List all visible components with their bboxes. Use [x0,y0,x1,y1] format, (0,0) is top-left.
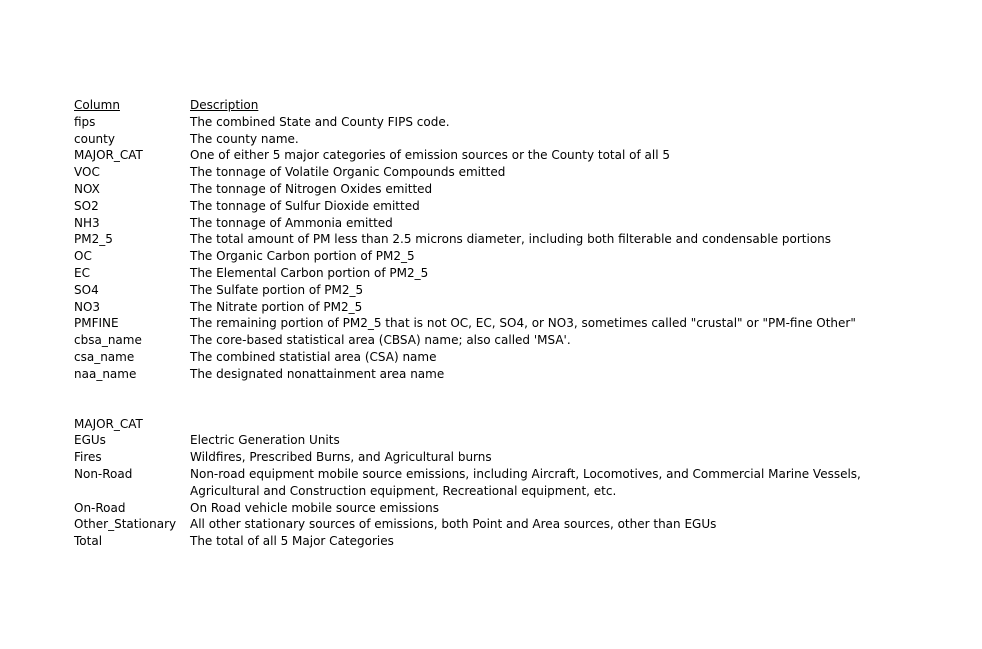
column-description: The Organic Carbon portion of PM2_5 [190,249,415,264]
column-name: NO3 [74,299,101,314]
column-name: VOC [74,165,100,180]
table-row [74,147,954,164]
column-name: MAJOR_CAT [74,148,143,163]
column-description: The core-based statistical area (CBSA) name; also called 'MSA'. [190,333,571,348]
column-name: SO4 [74,282,99,297]
category-name: Other_Stationary [74,517,177,532]
table-row [74,114,954,131]
column-description: The total amount of PM less than 2.5 microns diameter, including both filterable and condensable portions [190,232,832,247]
column-name: EC [74,265,90,280]
column-name: NOX [74,181,100,196]
column-name: NH3 [74,215,100,230]
column-description: The tonnage of Sulfur Dioxide emitted [190,198,420,213]
column-description: The Elemental Carbon portion of PM2_5 [190,265,429,280]
category-name: On-Road [74,500,126,515]
table-row [74,432,954,449]
category-name: Fires [74,450,102,465]
column-description: The combined statistial area (CSA) name [190,349,437,364]
column-description: The remaining portion of PM2_5 that is not OC, EC, SO4, or NO3, sometimes called "crustal" or "PM-fine Other" [190,316,856,331]
table-row [74,516,954,533]
table-row [74,248,954,265]
category-description: Wildfires, Prescribed Burns, and Agricultural burns [190,450,492,465]
category-description-line: Agricultural and Construction equipment, Recreational equipment, etc. [190,483,617,498]
table-row [74,265,954,282]
data-dictionary-sheet [74,97,954,550]
table-row [74,299,954,316]
category-name: Total [74,534,103,549]
table-row [74,198,954,215]
column-description: The Nitrate portion of PM2_5 [190,299,363,314]
table-row [74,131,954,148]
column-description: The tonnage of Volatile Organic Compounds emitted [190,165,506,180]
column-name: OC [74,249,92,264]
section-spacer [74,383,954,416]
column-description: The combined State and County FIPS code. [190,114,450,129]
column-description: The county name. [190,131,299,146]
table-row [74,533,954,550]
category-name: EGUs [74,433,106,448]
table-row [74,215,954,232]
category-description: The total of all 5 Major Categories [190,534,394,549]
column-name: SO2 [74,198,99,213]
column-name: PMFINE [74,316,119,331]
table-row [74,332,954,349]
column-name: naa_name [74,366,137,381]
column-description: The designated nonattainment area name [190,366,445,381]
category-description [190,466,954,500]
category-name: Non-Road [74,466,133,481]
columns-header-row [74,97,954,114]
category-description: On Road vehicle mobile source emissions [190,500,439,515]
table-row [74,315,954,332]
table-row [74,500,954,517]
column-description: The tonnage of Ammonia emitted [190,215,393,230]
major-cat-header-row [74,416,954,433]
table-row [74,449,954,466]
major-cat-header: MAJOR_CAT [74,416,143,431]
category-description: Electric Generation Units [190,433,340,448]
table-row [74,349,954,366]
column-description: The tonnage of Nitrogen Oxides emitted [190,181,433,196]
category-description: All other stationary sources of emissions, both Point and Area sources, other than EGUs [190,517,717,532]
category-description-line: Non-road equipment mobile source emissions, including Aircraft, Locomotives, and Commercial Marine Vessels, [190,466,861,481]
table-row [74,164,954,181]
column-header: Column [74,98,120,112]
column-name: PM2_5 [74,232,113,247]
column-name: county [74,131,115,146]
table-row [74,366,954,383]
table-row [74,181,954,198]
column-name: fips [74,114,96,129]
table-row [74,466,954,500]
column-name: cbsa_name [74,333,142,348]
column-description: The Sulfate portion of PM2_5 [190,282,364,297]
column-description: One of either 5 major categories of emission sources or the County total of all 5 [190,148,670,163]
column-name: csa_name [74,349,135,364]
description-header: Description [190,98,259,112]
table-row [74,231,954,248]
table-row [74,282,954,299]
